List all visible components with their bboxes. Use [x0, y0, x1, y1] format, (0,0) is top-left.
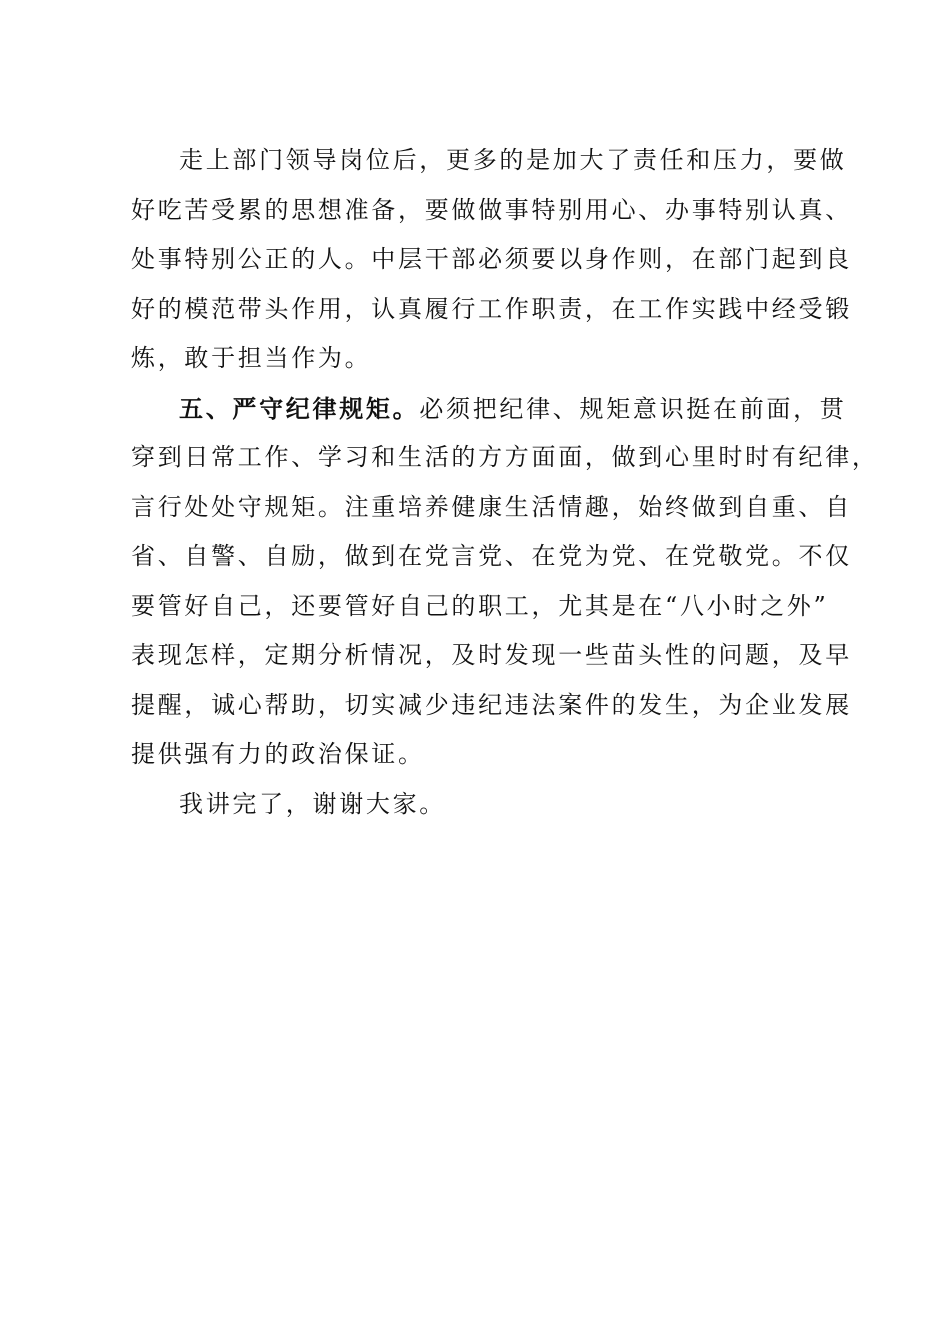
text-line: 提醒，诚心帮助，切实减少违纪违法案件的发生，为企业发展 — [131, 690, 852, 719]
section-heading: 五、严守纪律规矩。 — [179, 393, 420, 423]
text-line: 好吃苦受累的思想准备，要做做事特别用心、办事特别认真、 — [131, 195, 852, 224]
text-line: 要管好自己，还要管好自己的职工，尤其是在“八小时之外” — [131, 591, 829, 620]
paragraph-responsibility — [131, 136, 852, 384]
text-line: 炼，敢于担当作为。 — [131, 344, 372, 372]
text-line: 言行处处守规矩。注重培养健康生活情趣，始终做到自重、自 — [131, 492, 852, 521]
text-line: 穿到日常工作、学习和生活的方方面面，做到心里时时有纪律， — [131, 443, 879, 471]
text-line: 处事特别公正的人。中层干部必须要以身作则，在部门起到良 — [131, 245, 852, 273]
closing-remark: 我讲完了，谢谢大家。 — [179, 789, 446, 818]
text-line: 走上部门领导岗位后，更多的是加大了责任和压力，要做 — [179, 146, 847, 174]
text-line: 表现怎样，定期分析情况，及时发现一些苗头性的问题，及早 — [131, 641, 852, 669]
text-line: 好的模范带头作用，认真履行工作职责，在工作实践中经受锻 — [131, 294, 852, 323]
text-span: 必须把纪律、规矩意识挺在前面，贯 — [419, 394, 847, 423]
text-line — [131, 384, 847, 434]
text-line: 省、自警、自励，做到在党言党、在党为党、在党敬党。不仅 — [131, 542, 852, 570]
paragraph-closing — [131, 780, 836, 830]
document-body — [131, 136, 879, 829]
text-line: 提供强有力的政治保证。 — [131, 740, 425, 768]
paragraph-discipline — [131, 384, 879, 780]
